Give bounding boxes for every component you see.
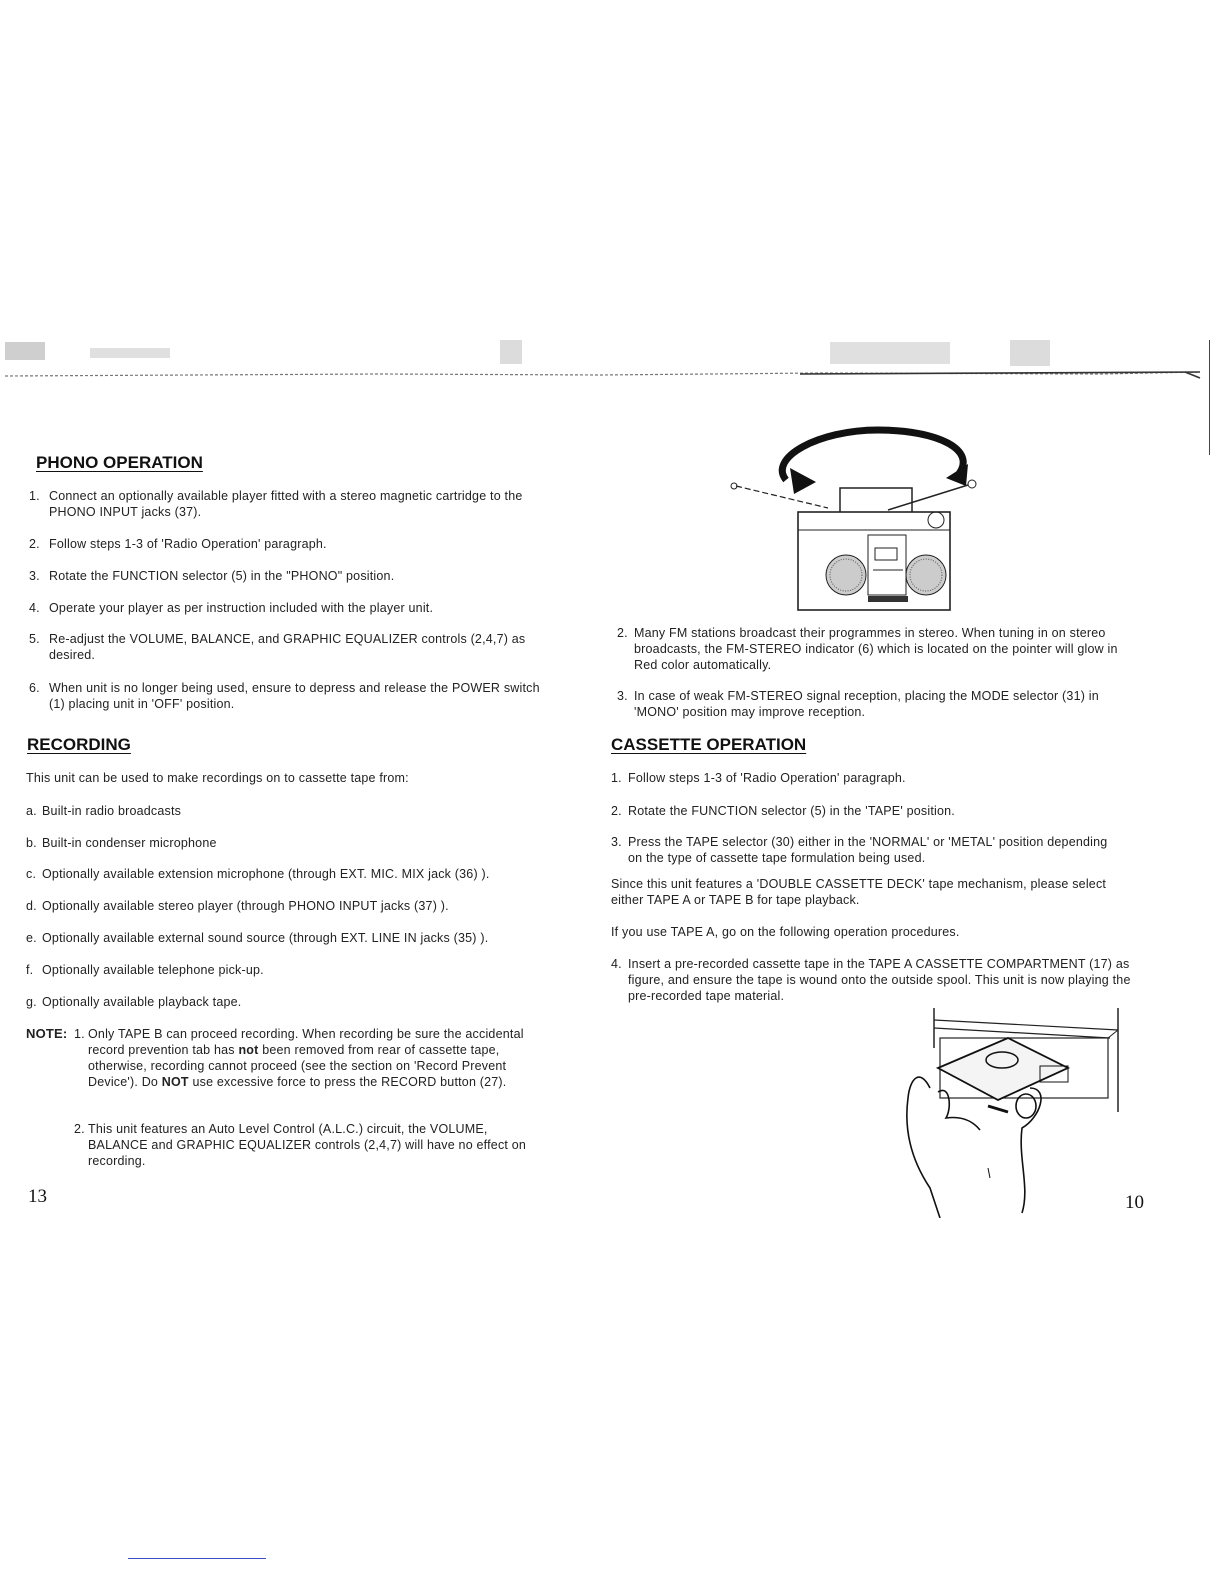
recording-source-g: g. Optionally available playback tape. bbox=[26, 995, 242, 1009]
cassette-item-2: 2. Rotate the FUNCTION selector (5) in the 'TAPE' position. bbox=[611, 804, 955, 818]
cassette-item-1: 1. Follow steps 1-3 of 'Radio Operation' paragraph. bbox=[611, 771, 906, 785]
cassette-item-3: 3. Press the TAPE selector (30) either in the 'NORMAL' or 'METAL' position depending on the type of cassette tape formulation being used. bbox=[611, 835, 1108, 865]
note-1-number: 1. bbox=[74, 1027, 85, 1041]
scan-noise-band bbox=[0, 330, 1210, 388]
recording-source-c: c. Optionally available extension microphone (through EXT. MIC. MIX jack (36) ). bbox=[26, 867, 490, 881]
note-2-number: 2. bbox=[74, 1122, 85, 1136]
recording-source-f: f. Optionally available telephone pick-up. bbox=[26, 963, 264, 977]
phono-item-3: 3. Rotate the FUNCTION selector (5) in the "PHONO" position. bbox=[29, 569, 395, 583]
cassette-heading: CASSETTE OPERATION bbox=[611, 735, 807, 754]
phono-item-4: 4. Operate your player as per instruction included with the player unit. bbox=[29, 601, 434, 615]
recording-source-b: b. Built-in condenser microphone bbox=[26, 836, 217, 850]
recording-heading: RECORDING bbox=[27, 735, 131, 754]
page-number-right: 10 bbox=[1125, 1192, 1144, 1213]
recording-intro: This unit can be used to make recordings on to cassette tape from: bbox=[26, 771, 409, 785]
cassette-insert-illustration bbox=[890, 1008, 1130, 1218]
cassette-para-1: Since this unit features a 'DOUBLE CASSETTE DECK' tape mechanism, please select either TAPE A or TAPE B for tape playback. bbox=[611, 877, 1107, 907]
page-edge-line bbox=[1209, 340, 1210, 455]
boombox-illustration bbox=[728, 420, 988, 620]
cassette-item-4: Insert a pre-recorded cassette tape in the TAPE A CASSETTE COMPARTMENT (17) as figure, and ensure the tape is wound onto the outside spool. This unit is now playing the pre-recorded tape material. bbox=[628, 957, 1131, 1003]
phono-item-1: 1. Connect an optionally available player fitted with a stereo magnetic cartridge to the PHONO INPUT jacks (37). bbox=[29, 489, 523, 519]
footer-link-line bbox=[128, 1558, 266, 1559]
phono-item-6: 6. When unit is no longer being used, ensure to depress and release the POWER switch (1) placing unit in 'OFF' position. bbox=[29, 681, 540, 711]
page-number-left: 13 bbox=[28, 1186, 47, 1207]
cassette-para-2: If you use TAPE A, go on the following operation procedures. bbox=[611, 925, 960, 939]
note-1: Only TAPE B can proceed recording. When recording be sure the accidental record prevention tab has not been removed from rear of cassette tape, otherwise, recording cannot proceed (see the section on 'Record Prevent Device'). Do NOT use excessive force to press the RECORD button (27). bbox=[88, 1027, 524, 1089]
recording-source-d: d. Optionally available stereo player (through PHONO INPUT jacks (37) ). bbox=[26, 899, 449, 913]
recording-source-e: e. Optionally available external sound source (through EXT. LINE IN jacks (35) ). bbox=[26, 931, 489, 945]
phono-item-5: 5. Re-adjust the VOLUME, BALANCE, and GRAPHIC EQUALIZER controls (2,4,7) as desired. bbox=[29, 632, 526, 662]
note-label: NOTE: bbox=[26, 1026, 68, 1041]
note-2: This unit features an Auto Level Control (A.L.C.) circuit, the VOLUME, BALANCE and GRAPHIC EQUALIZER controls (2,4,7) will have no effect on recording. bbox=[88, 1122, 527, 1168]
cassette-item-4-number: 4. bbox=[611, 957, 622, 971]
phono-heading: PHONO OPERATION bbox=[36, 453, 203, 472]
phono-item-2: 2. Follow steps 1-3 of 'Radio Operation' paragraph. bbox=[29, 537, 327, 551]
fm-item-3: 3. In case of weak FM-STEREO signal reception, placing the MODE selector (31) in 'MONO' position may improve reception. bbox=[617, 689, 1099, 719]
fm-item-2: 2. Many FM stations broadcast their programmes in stereo. When tuning in on stereo broadcasts, the FM-STEREO indicator (6) which is located on the pointer will glow in Red color automatically. bbox=[617, 626, 1118, 672]
recording-source-a: a. Built-in radio broadcasts bbox=[26, 804, 182, 818]
